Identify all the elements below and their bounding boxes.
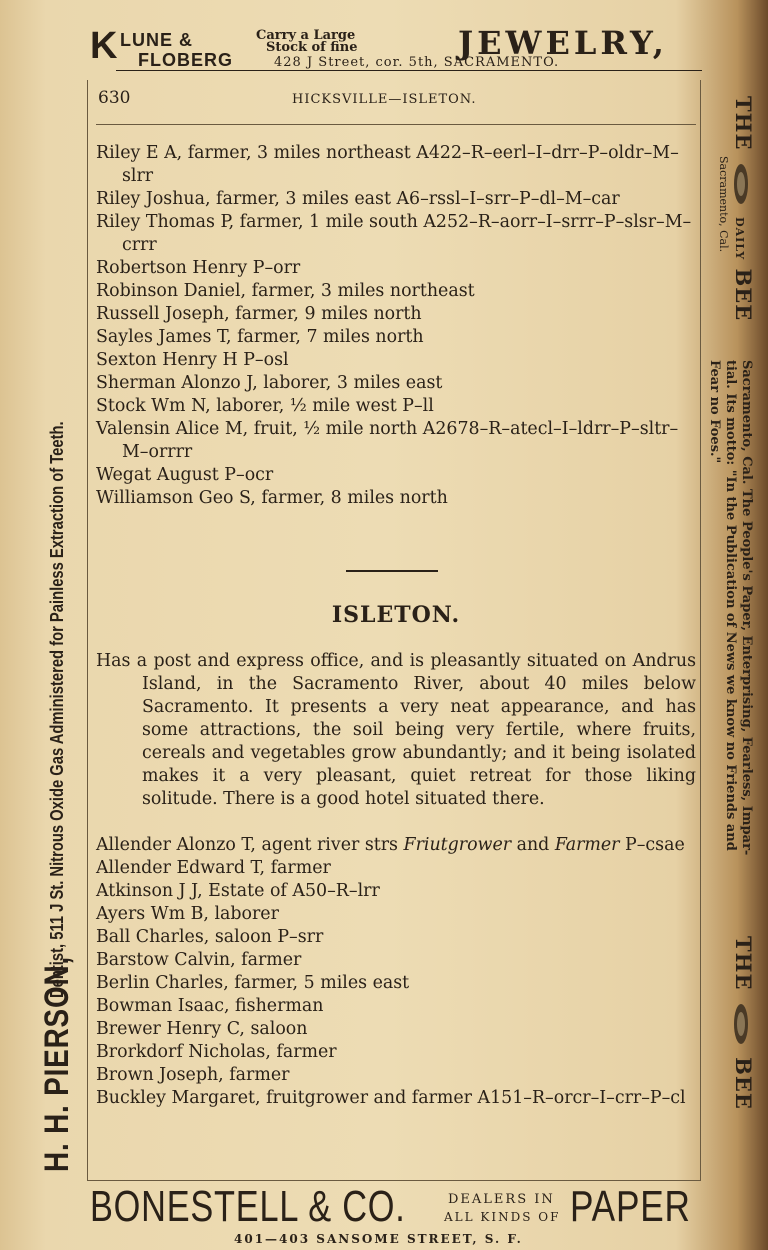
section-heading: ISLETON. <box>331 602 461 628</box>
header-ad-klune: LUNE & <box>120 30 193 50</box>
list-item: Riley Joshua, farmer, 3 miles east A6–rssl–I–srr–P–dl–M–car <box>96 189 620 209</box>
header-ad-k-letter: K <box>90 25 118 67</box>
entry-text: Allender Alonzo T, agent river strs <box>96 835 404 855</box>
right-ad-headline-end <box>731 936 756 1110</box>
list-item: Brewer Henry C, saloon <box>96 1019 308 1039</box>
right-ad-fear-no-foes: Fear no Foes." <box>707 360 722 464</box>
running-head <box>88 86 700 116</box>
list-item: Brown Joseph, farmer <box>96 1065 290 1085</box>
footer-advertisement <box>88 1180 700 1250</box>
page-number: 630 <box>98 88 131 108</box>
list-item: Barstow Calvin, farmer <box>96 950 302 970</box>
list-item: Ayers Wm B, laborer <box>96 904 279 924</box>
description-paragraph: Has a post and express office, and is pleasantly situated on Andrus Island, in the Sacramento River, about 40 miles below Sacramento. It presents a very neat appearance, and has some attractions, the soil being very fertile, where fruits, cereals and vegetables grow abundantly; and it being isolated makes it a very pleasant, quiet retreat for those liking solitude. There is a good hotel situated there. <box>96 651 696 809</box>
bee-emblem-icon <box>733 999 751 1049</box>
footer-ad-address: 401—403 SANSOME STREET, S. F. <box>234 1232 523 1246</box>
right-ad-tagline-line2: tial. Its motto: "In the Publication of News we know no Friends and <box>723 360 738 851</box>
list-item: Berlin Charles, farmer, 5 miles east <box>96 973 410 993</box>
list-item: Sherman Alonzo J, laborer, 3 miles east <box>96 373 443 393</box>
section-separator-rule <box>346 570 438 572</box>
list-item: Sexton Henry H P–osl <box>96 350 289 370</box>
list-item: Sayles James T, farmer, 7 miles north <box>96 327 424 347</box>
list-item: Stock Wm N, laborer, ½ mile west P–ll <box>96 396 434 416</box>
list-item: Valensin Alice M, fruit, ½ mile north A2678–R–atecl–I–ldrr–P–sltr–M–orrrr <box>96 419 679 462</box>
left-ad-name: H. H. PIERSON, <box>38 956 76 1172</box>
footer-ad-paper: PAPER <box>570 1182 691 1231</box>
list-item: Robertson Henry P–orr <box>96 258 301 278</box>
right-ad-daily: DAILY <box>733 217 746 261</box>
list-item: Ball Charles, saloon P–srr <box>96 927 324 947</box>
list-item: Riley Thomas P, farmer, 1 mile south A252–R–aorr–I–srrr–P–slsr–M–crrr <box>96 212 692 255</box>
footer-ad-name: BONESTELL & CO. <box>90 1182 406 1231</box>
running-head-rule <box>96 124 696 125</box>
list-item: Brorkdorf Nicholas, farmer <box>96 1042 337 1062</box>
frame-right-rule <box>700 80 701 1180</box>
right-ad-headline <box>731 96 756 321</box>
footer-ad-dealers-line1: DEALERS IN <box>448 1192 555 1207</box>
right-ad-bee: BEE <box>731 268 756 322</box>
list-item: Allender Edward T, farmer <box>96 858 331 878</box>
right-ad-tagline-line1: Sacramento, Cal. The People's Paper, Enterprising, Fearless, Impar- <box>739 360 754 856</box>
running-head-title: HICKSVILLE—ISLETON. <box>292 92 477 107</box>
right-ad-bee-2: BEE <box>731 1057 756 1110</box>
header-ad-address: 428 J Street, cor. 5th, SACRAMENTO. <box>274 55 560 70</box>
list-item: Buckley Margaret, fruitgrower and farmer A151–R–orcr–I–crr–P–cl <box>96 1088 686 1108</box>
entry-italic-text: Friutgrower <box>403 835 512 855</box>
header-ad-jewelry: JEWELRY, <box>458 24 668 62</box>
header-ad-floberg: FLOBERG <box>138 50 233 70</box>
header-ad-carry-line1: Carry a Large <box>256 28 356 43</box>
isleton-description <box>96 650 696 811</box>
frame-left-rule <box>87 80 88 1180</box>
right-ad-sacramento: Sacramento, Cal. <box>717 156 730 253</box>
right-ad-the-2: THE <box>731 936 756 991</box>
footer-ad-dealers-line2: ALL KINDS OF <box>444 1210 561 1224</box>
list-item: Russell Joseph, farmer, 9 miles north <box>96 304 422 324</box>
list-item: Atkinson J J, Estate of A50–R–lrr <box>96 881 380 901</box>
entry-italic-text: Farmer <box>554 835 620 855</box>
entry-text: and <box>511 835 555 855</box>
list-item: Williamson Geo S, farmer, 8 miles north <box>96 488 448 508</box>
list-item: Bowman Isaac, fisherman <box>96 996 324 1016</box>
isleton-entry-list <box>96 834 696 1110</box>
hicksville-entry-list <box>96 142 696 510</box>
list-item: Riley E A, farmer, 3 miles northeast A422–R–eerl–I–drr–P–oldr–M–slrr <box>96 143 679 186</box>
header-ad-rule <box>116 70 702 71</box>
list-item: Robinson Daniel, farmer, 3 miles northeast <box>96 281 475 301</box>
list-item <box>96 834 696 857</box>
header-advertisement <box>88 26 700 74</box>
list-item: Wegat August P–ocr <box>96 465 274 485</box>
bee-emblem-icon <box>733 159 751 209</box>
header-ad-carry-line2: Stock of fine <box>266 40 358 55</box>
left-ad-text: Dentist, 511 J St. Nitrous Oxide Gas Administered for Painless Extraction of Teeth. <box>47 420 67 998</box>
entry-text: P–csae <box>619 835 685 855</box>
left-margin-advertisement <box>38 294 77 1172</box>
right-ad-the: THE <box>731 96 756 151</box>
